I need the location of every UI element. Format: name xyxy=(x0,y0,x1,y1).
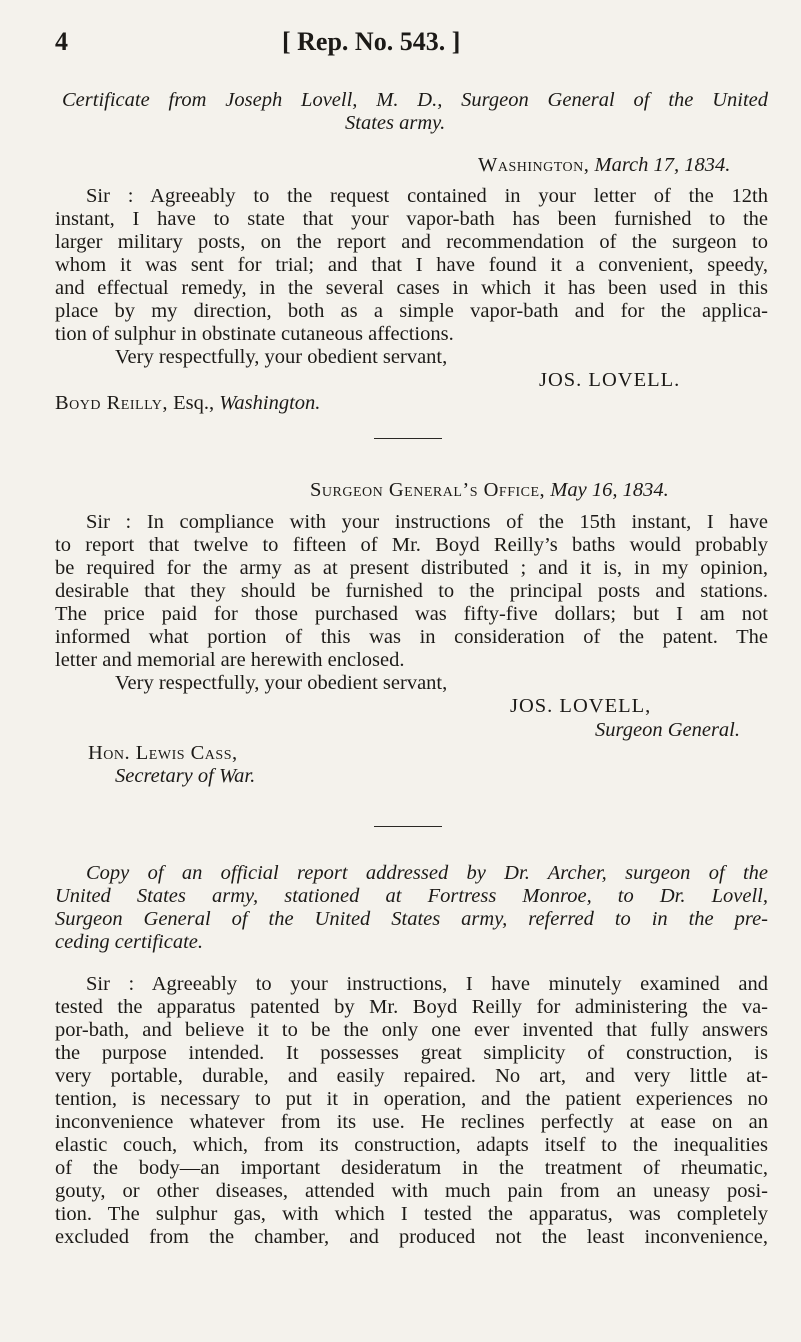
section3-title-line: Copy of an official report addressed by Dr. Archer, surgeon of the xyxy=(86,862,768,884)
section-divider xyxy=(374,826,442,827)
section-divider xyxy=(374,438,442,439)
section1-body-line: Sir : Agreeably to the request contained in your letter of the 12th xyxy=(86,185,768,207)
section2-dateline-date: May 16, 1834. xyxy=(550,479,669,501)
section3-body-line: tested the apparatus patented by Mr. Boyd Reilly for administering the va- xyxy=(55,996,768,1018)
section1-addressee-place: Washington. xyxy=(219,392,321,414)
section2-body-line: to report that twelve to fifteen of Mr. Boyd Reilly’s baths would probably xyxy=(55,534,768,556)
section1-closing: Very respectfully, your obedient servant, xyxy=(115,346,448,368)
section2-signature: JOS. LOVELL, xyxy=(510,695,652,717)
section1-dateline-date: March 17, 1834. xyxy=(594,154,731,176)
section3-body-line: gouty, or other diseases, attended with much pain from an uneasy posi- xyxy=(55,1180,768,1202)
section1-body-line: tion of sulphur in obstinate cutaneous affections. xyxy=(55,323,454,345)
section3-body-line: por-bath, and believe it to be the only one ever invented that fully answers xyxy=(55,1019,768,1041)
section1-title-line1: Certificate from Joseph Lovell, M. D., Surgeon General of the United xyxy=(62,89,768,111)
section3-body-line: of the body—an important desideratum in the treatment of rheumatic, xyxy=(55,1157,768,1179)
report-reference: [ Rep. No. 543. ] xyxy=(282,27,461,56)
section2-body-line: letter and memorial are herewith enclosed. xyxy=(55,649,405,671)
section2-body-line: The price paid for those purchased was fifty-five dollars; but I am not xyxy=(55,603,768,625)
section2-body-line: be required for the army as at present distributed ; and it is, in my opinion, xyxy=(55,557,768,579)
section3-body-line: very portable, durable, and easily repaired. No art, and very little at- xyxy=(55,1065,768,1087)
section1-body-line: instant, I have to state that your vapor-bath has been furnished to the xyxy=(55,208,768,230)
section2-addressee-name: Hon. Lewis Cass, xyxy=(88,742,238,764)
section3-body-line: excluded from the chamber, and produced not the least inconvenience, xyxy=(55,1226,768,1248)
section2-body-line: Sir : In compliance with your instructions of the 15th instant, I have xyxy=(86,511,768,533)
section3-body-line: elastic couch, which, from its construction, adapts itself to the inequalities xyxy=(55,1134,768,1156)
section3-body-line: tention, is necessary to put it in operation, and the patient experiences no xyxy=(55,1088,768,1110)
section1-addressee-title: Esq., xyxy=(173,392,215,414)
section2-body-line: desirable that they should be furnished to the principal posts and stations. xyxy=(55,580,768,602)
section3-body-line: tion. The sulphur gas, with which I tested the apparatus, was completely xyxy=(55,1203,768,1225)
section1-body-line: and effectual remedy, in the several cases in which it has been used in this xyxy=(55,277,768,299)
section3-body-line: Sir : Agreeably to your instructions, I have minutely examined and xyxy=(86,973,768,995)
section3-title-line: United States army, stationed at Fortress Monroe, to Dr. Lovell, xyxy=(55,885,768,907)
section3-title-line: Surgeon General of the United States army, referred to in the pre- xyxy=(55,908,768,930)
section3-body-line: the purpose intended. It possesses great simplicity of construction, is xyxy=(55,1042,768,1064)
section3-title-line: ceding certificate. xyxy=(55,931,203,953)
section1-body-line: place by my direction, both as a simple vapor-bath and for the applica- xyxy=(55,300,768,322)
section1-title-line2: States army. xyxy=(345,112,446,134)
section1-dateline xyxy=(478,153,730,177)
section2-dateline xyxy=(310,478,669,502)
section1-dateline-place: Washington, xyxy=(478,154,590,176)
page-number: 4 xyxy=(55,27,68,56)
section1-body-line: whom it was sent for trial; and that I have found it a convenient, speedy, xyxy=(55,254,768,276)
section1-body-line: larger military posts, on the report and recommendation of the surgeon to xyxy=(55,231,768,253)
section1-signature: JOS. LOVELL. xyxy=(539,369,681,391)
section2-body-line: informed what portion of this was in consideration of the patent. The xyxy=(55,626,768,648)
section2-addressee-title: Secretary of War. xyxy=(115,765,256,787)
section1-addressee-name: Boyd Reilly, xyxy=(55,392,168,414)
section1-addressee xyxy=(55,391,320,415)
section3-body-line: inconvenience whatever from its use. He reclines perfectly at ease on an xyxy=(55,1111,768,1133)
section2-dateline-place: Surgeon General’s Office, xyxy=(310,479,546,501)
section2-signature-title: Surgeon General. xyxy=(595,719,740,741)
section2-closing: Very respectfully, your obedient servant, xyxy=(115,672,448,694)
